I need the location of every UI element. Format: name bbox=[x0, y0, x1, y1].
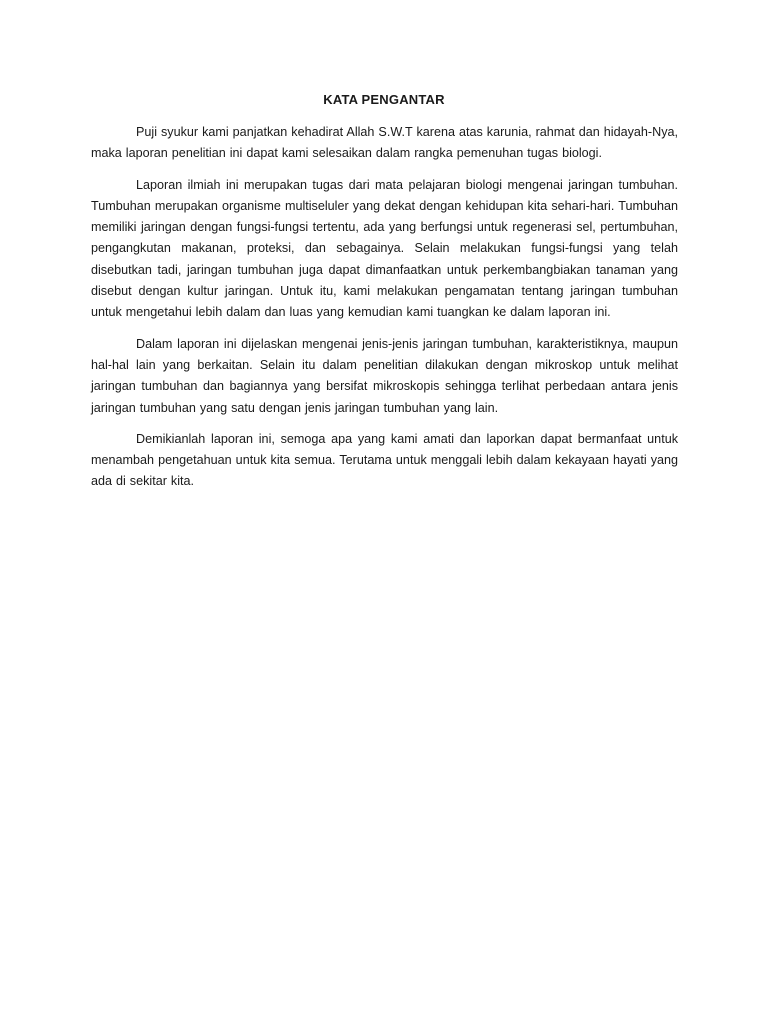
paragraph-2: Laporan ilmiah ini merupakan tugas dari mata pelajaran biologi mengenai jaringan tumbuhan. Tumbuhan merupakan organisme multiseluler yang dekat dengan kehidupan kita sehari-hari. Tumbuhan memiliki jaringan dengan fungsi-fungsi tertentu, ada yang berfungsi untuk regenerasi sel, pertumbuhan, pengangkutan makanan, proteksi, dan sebagainya. Selain melakukan fungsi-fungsi yang telah disebutkan tadi, jaringan tumbuhan juga dapat dimanfaatkan untuk perkembangbiakan tanaman yang disebut dengan kultur jaringan. Untuk itu, kami melakukan pengamatan tentang jaringan tumbuhan untuk mengetahui lebih dalam dan luas yang kemudian kami tuangkan ke dalam laporan ini. bbox=[91, 177, 678, 320]
paragraph-3: Dalam laporan ini dijelaskan mengenai jenis-jenis jaringan tumbuhan, karakteristiknya, maupun hal-hal lain yang berkaitan. Selain itu dalam penelitian dilakukan dengan mikroskop untuk melihat jaringan tumbuhan dan bagiannya yang bersifat mikroskopis sehingga terlihat perbedaan antara jenis jaringan tumbuhan yang satu dengan jenis jaringan tumbuhan yang lain. bbox=[91, 336, 678, 415]
paragraph-4: Demikianlah laporan ini, semoga apa yang kami amati dan laporkan dapat bermanfaat untuk menambah pengetahuan untuk kita semua. Terutama untuk menggali lebih dalam kekayaan hayati yang ada di sekitar kita. bbox=[91, 431, 678, 489]
page-title: KATA PENGANTAR bbox=[323, 92, 445, 107]
document-body bbox=[91, 122, 678, 503]
paragraph-1: Puji syukur kami panjatkan kehadirat Allah S.W.T karena atas karunia, rahmat dan hidayah-Nya, maka laporan penelitian ini dapat kami selesaikan dalam rangka pemenuhan tugas biologi. bbox=[91, 125, 678, 161]
